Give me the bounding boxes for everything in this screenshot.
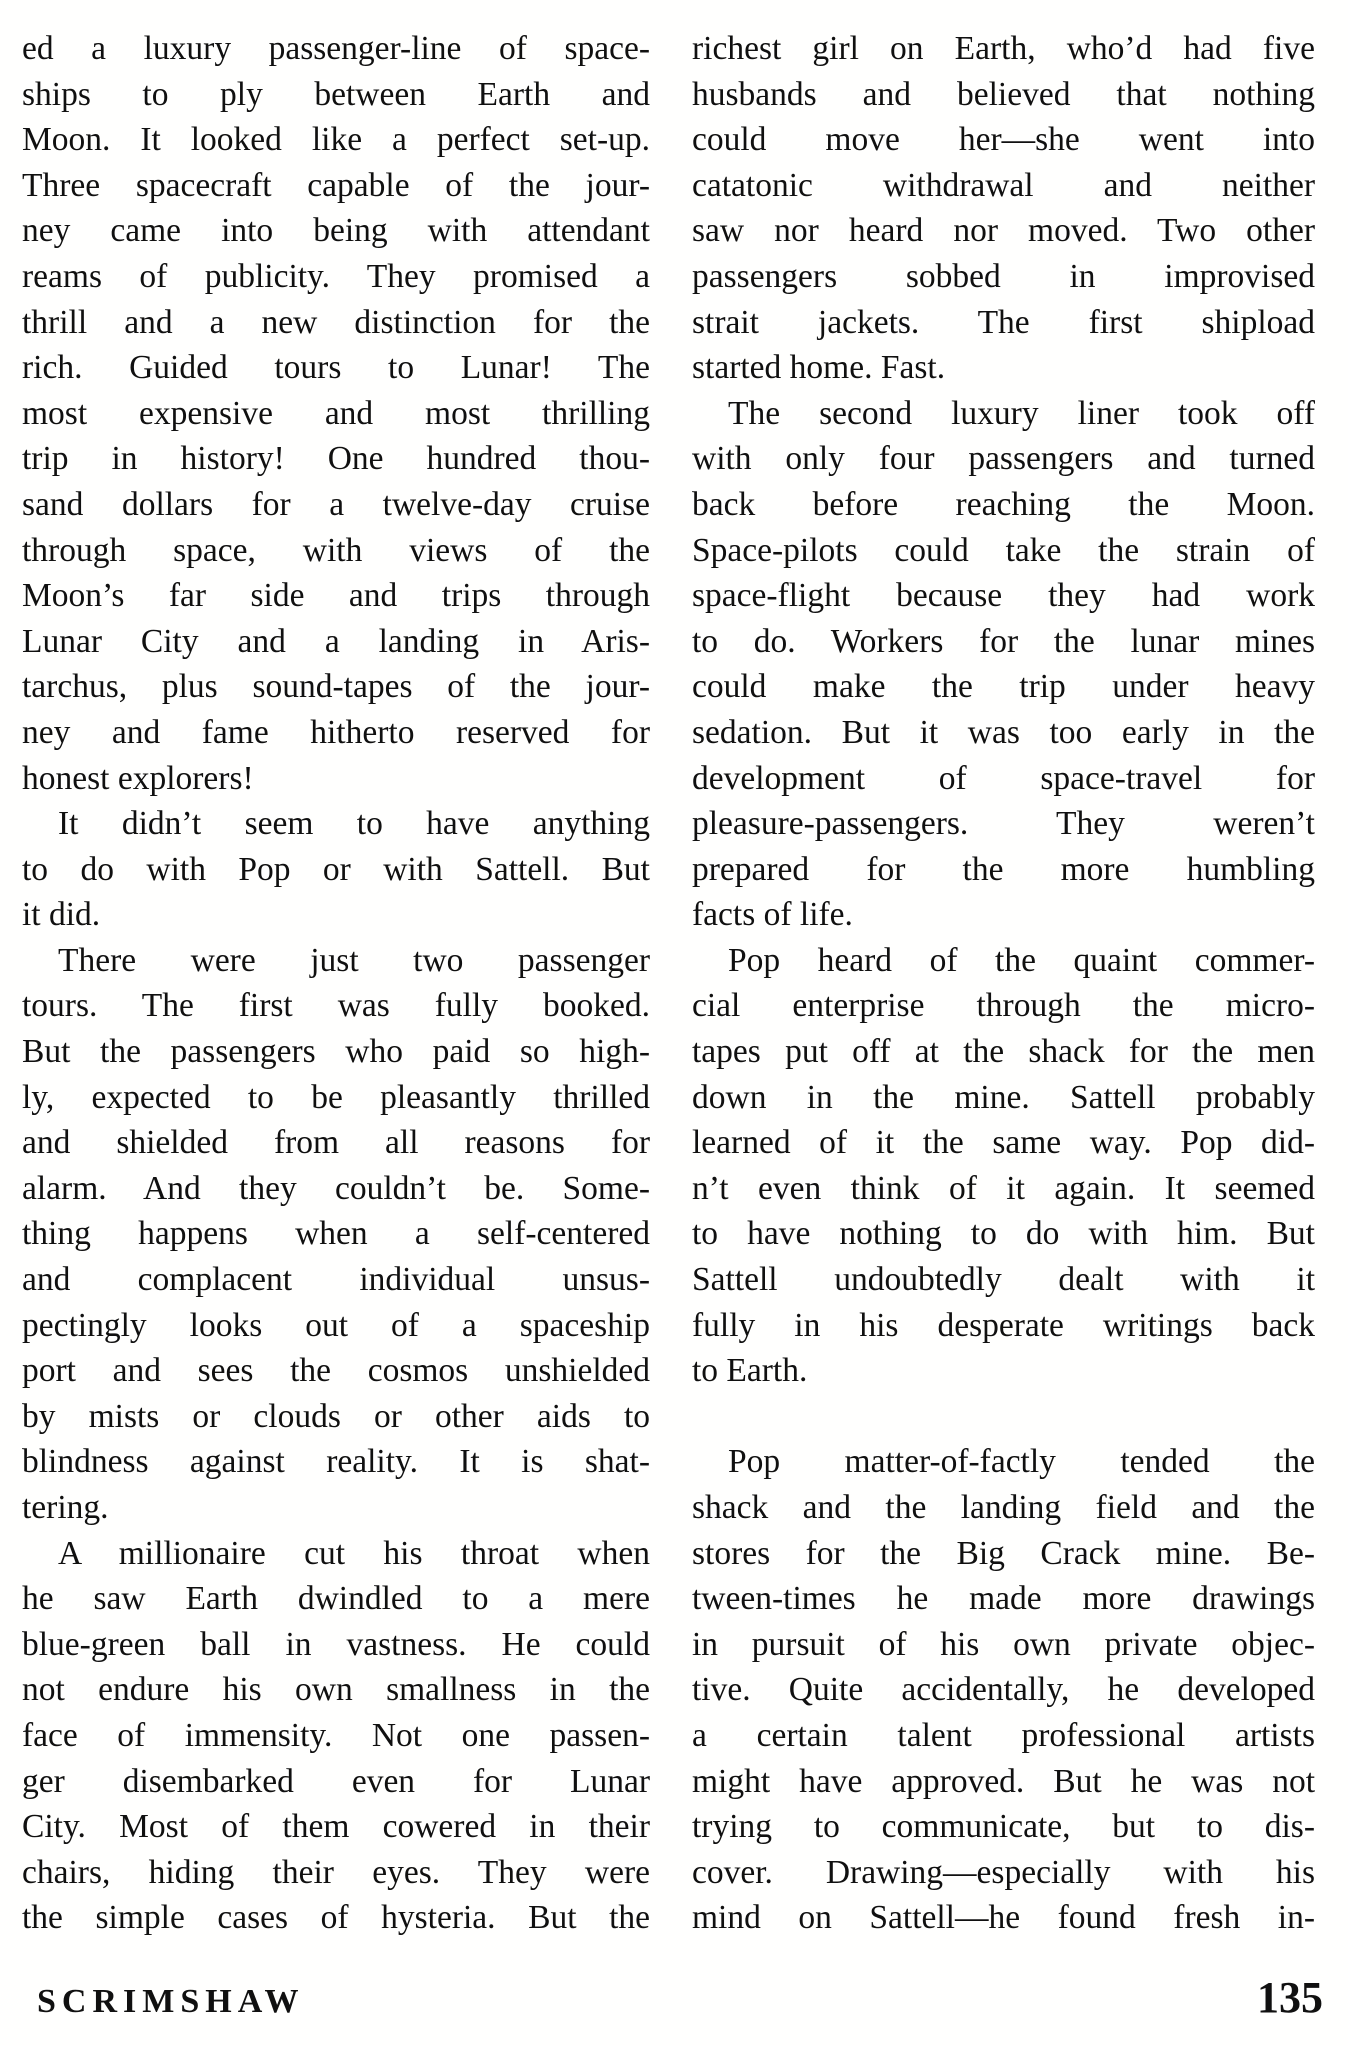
text-line: by mists or clouds or other aids to: [22, 1397, 650, 1435]
text-line: The second luxury liner took off: [728, 394, 1315, 432]
text-line: sedation. But it was too early in the: [692, 713, 1315, 751]
text-line: could make the trip under heavy: [692, 668, 1315, 706]
text-line: port and sees the cosmos unshielded: [22, 1352, 650, 1390]
text-line: down in the mine. Sattell probably: [692, 1078, 1315, 1116]
text-line: fully in his desperate writings back: [692, 1306, 1315, 1344]
text-line: back before reaching the Moon.: [692, 485, 1315, 523]
text-line: pectingly looks out of a spaceship: [22, 1306, 650, 1344]
text-line: prepared for the more humbling: [692, 850, 1315, 888]
text-line: Sattell undoubtedly dealt with it: [692, 1261, 1315, 1299]
text-line: honest explorers!: [22, 759, 254, 797]
text-line: City. Most of them cowered in their: [22, 1808, 650, 1846]
text-line: ed a luxury passenger-line of space-: [22, 30, 650, 67]
text-line: could move her—she went into: [692, 121, 1315, 159]
text-line: n’t even think of it again. It seemed: [692, 1169, 1315, 1207]
text-line: husbands and believed that nothing: [692, 75, 1315, 113]
text-line: to do. Workers for the lunar mines: [692, 622, 1315, 660]
text-line: through space, with views of the: [22, 531, 650, 569]
text-line: Lunar City and a landing in Aris-: [22, 622, 650, 660]
text-line: But the passengers who paid so high-: [22, 1033, 650, 1071]
left-column: [22, 26, 650, 1941]
text-line: space-flight because they had work: [692, 577, 1315, 615]
text-line: saw nor heard nor moved. Two other: [692, 212, 1315, 250]
text-line: a certain talent professional artists: [692, 1716, 1315, 1754]
text-line: blindness against reality. It is shat-: [22, 1443, 650, 1481]
text-line: to Earth.: [692, 1352, 808, 1390]
text-line: tarchus, plus sound-tapes of the jour-: [22, 668, 650, 706]
text-line: tive. Quite accidentally, he developed: [692, 1671, 1315, 1709]
text-line: shack and the landing field and the: [692, 1489, 1315, 1526]
text-line: ships to ply between Earth and: [22, 75, 650, 113]
text-columns: [22, 26, 1315, 1941]
text-line: stores for the Big Crack mine. Be-: [692, 1534, 1315, 1572]
text-line: to have nothing to do with him. But: [692, 1215, 1315, 1253]
text-line: development of space-travel for: [692, 759, 1315, 797]
text-line: chairs, hiding their eyes. They were: [22, 1853, 650, 1891]
text-line: he saw Earth dwindled to a mere: [22, 1580, 650, 1618]
text-line: alarm. And they couldn’t be. Some-: [22, 1169, 650, 1207]
text-line: thing happens when a self-centered: [22, 1215, 650, 1253]
text-line: and shielded from all reasons for: [22, 1124, 650, 1162]
text-line: trip in history! One hundred thou-: [22, 440, 650, 478]
running-title: SCRIMSHAW: [37, 1983, 305, 2020]
text-line: Moon. It looked like a perfect set-up.: [22, 121, 650, 159]
text-line: the simple cases of hysteria. But the: [22, 1899, 650, 1937]
text-line: ney came into being with attendant: [22, 212, 650, 250]
text-line: It didn’t seem to have anything: [58, 805, 650, 843]
text-line: Moon’s far side and trips through: [22, 577, 650, 615]
text-line: [692, 1394, 1315, 1440]
text-line: trying to communicate, but to dis-: [692, 1808, 1315, 1846]
text-line: started home. Fast.: [692, 349, 946, 387]
text-line: catatonic withdrawal and neither: [692, 166, 1315, 204]
text-line: not endure his own smallness in the: [22, 1671, 650, 1709]
text-line: reams of publicity. They promised a: [22, 257, 650, 295]
text-line: tours. The first was fully booked.: [22, 987, 650, 1025]
text-line: tering.: [22, 1489, 109, 1526]
text-line: tween-times he made more drawings: [692, 1580, 1315, 1618]
text-line: it did.: [22, 896, 101, 934]
page-number: 135: [1257, 1973, 1323, 2022]
text-line: blue-green ball in vastness. He could: [22, 1625, 650, 1663]
text-line: cover. Drawing—especially with his: [692, 1853, 1315, 1891]
text-line: richest girl on Earth, who’d had five: [692, 30, 1315, 67]
page-footer: [37, 1972, 1323, 2023]
text-line: cial enterprise through the micro-: [692, 987, 1315, 1025]
text-line: pleasure-passengers. They weren’t: [692, 805, 1315, 843]
text-line: most expensive and most thrilling: [22, 394, 650, 432]
text-line: tapes put off at the shack for the men: [692, 1033, 1315, 1071]
right-column: [692, 26, 1315, 1941]
text-line: Space-pilots could take the strain of: [692, 531, 1315, 569]
text-line: in pursuit of his own private objec-: [692, 1625, 1315, 1663]
text-line: face of immensity. Not one passen-: [22, 1716, 650, 1754]
text-line: ly, expected to be pleasantly thrilled: [22, 1078, 650, 1116]
text-line: ger disembarked even for Lunar: [22, 1762, 650, 1800]
text-line: with only four passengers and turned: [692, 440, 1315, 478]
text-line: A millionaire cut his throat when: [58, 1534, 650, 1572]
text-line: sand dollars for a twelve-day cruise: [22, 485, 650, 523]
text-line: Pop matter-of-factly tended the: [728, 1443, 1315, 1481]
text-line: facts of life.: [692, 896, 853, 934]
text-line: and complacent individual unsus-: [22, 1261, 650, 1299]
text-line: might have approved. But he was not: [692, 1762, 1315, 1800]
text-line: passengers sobbed in improvised: [692, 257, 1315, 295]
text-line: ney and fame hitherto reserved for: [22, 713, 650, 751]
text-line: learned of it the same way. Pop did-: [692, 1124, 1315, 1162]
text-line: rich. Guided tours to Lunar! The: [22, 349, 650, 387]
text-line: strait jackets. The first shipload: [692, 303, 1315, 341]
text-line: Three spacecraft capable of the jour-: [22, 166, 650, 204]
text-line: thrill and a new distinction for the: [22, 303, 650, 341]
text-line: mind on Sattell—he found fresh in-: [692, 1899, 1315, 1937]
text-line: There were just two passenger: [58, 941, 650, 979]
text-line: to do with Pop or with Sattell. But: [22, 850, 650, 888]
text-line: Pop heard of the quaint commer-: [728, 941, 1315, 979]
